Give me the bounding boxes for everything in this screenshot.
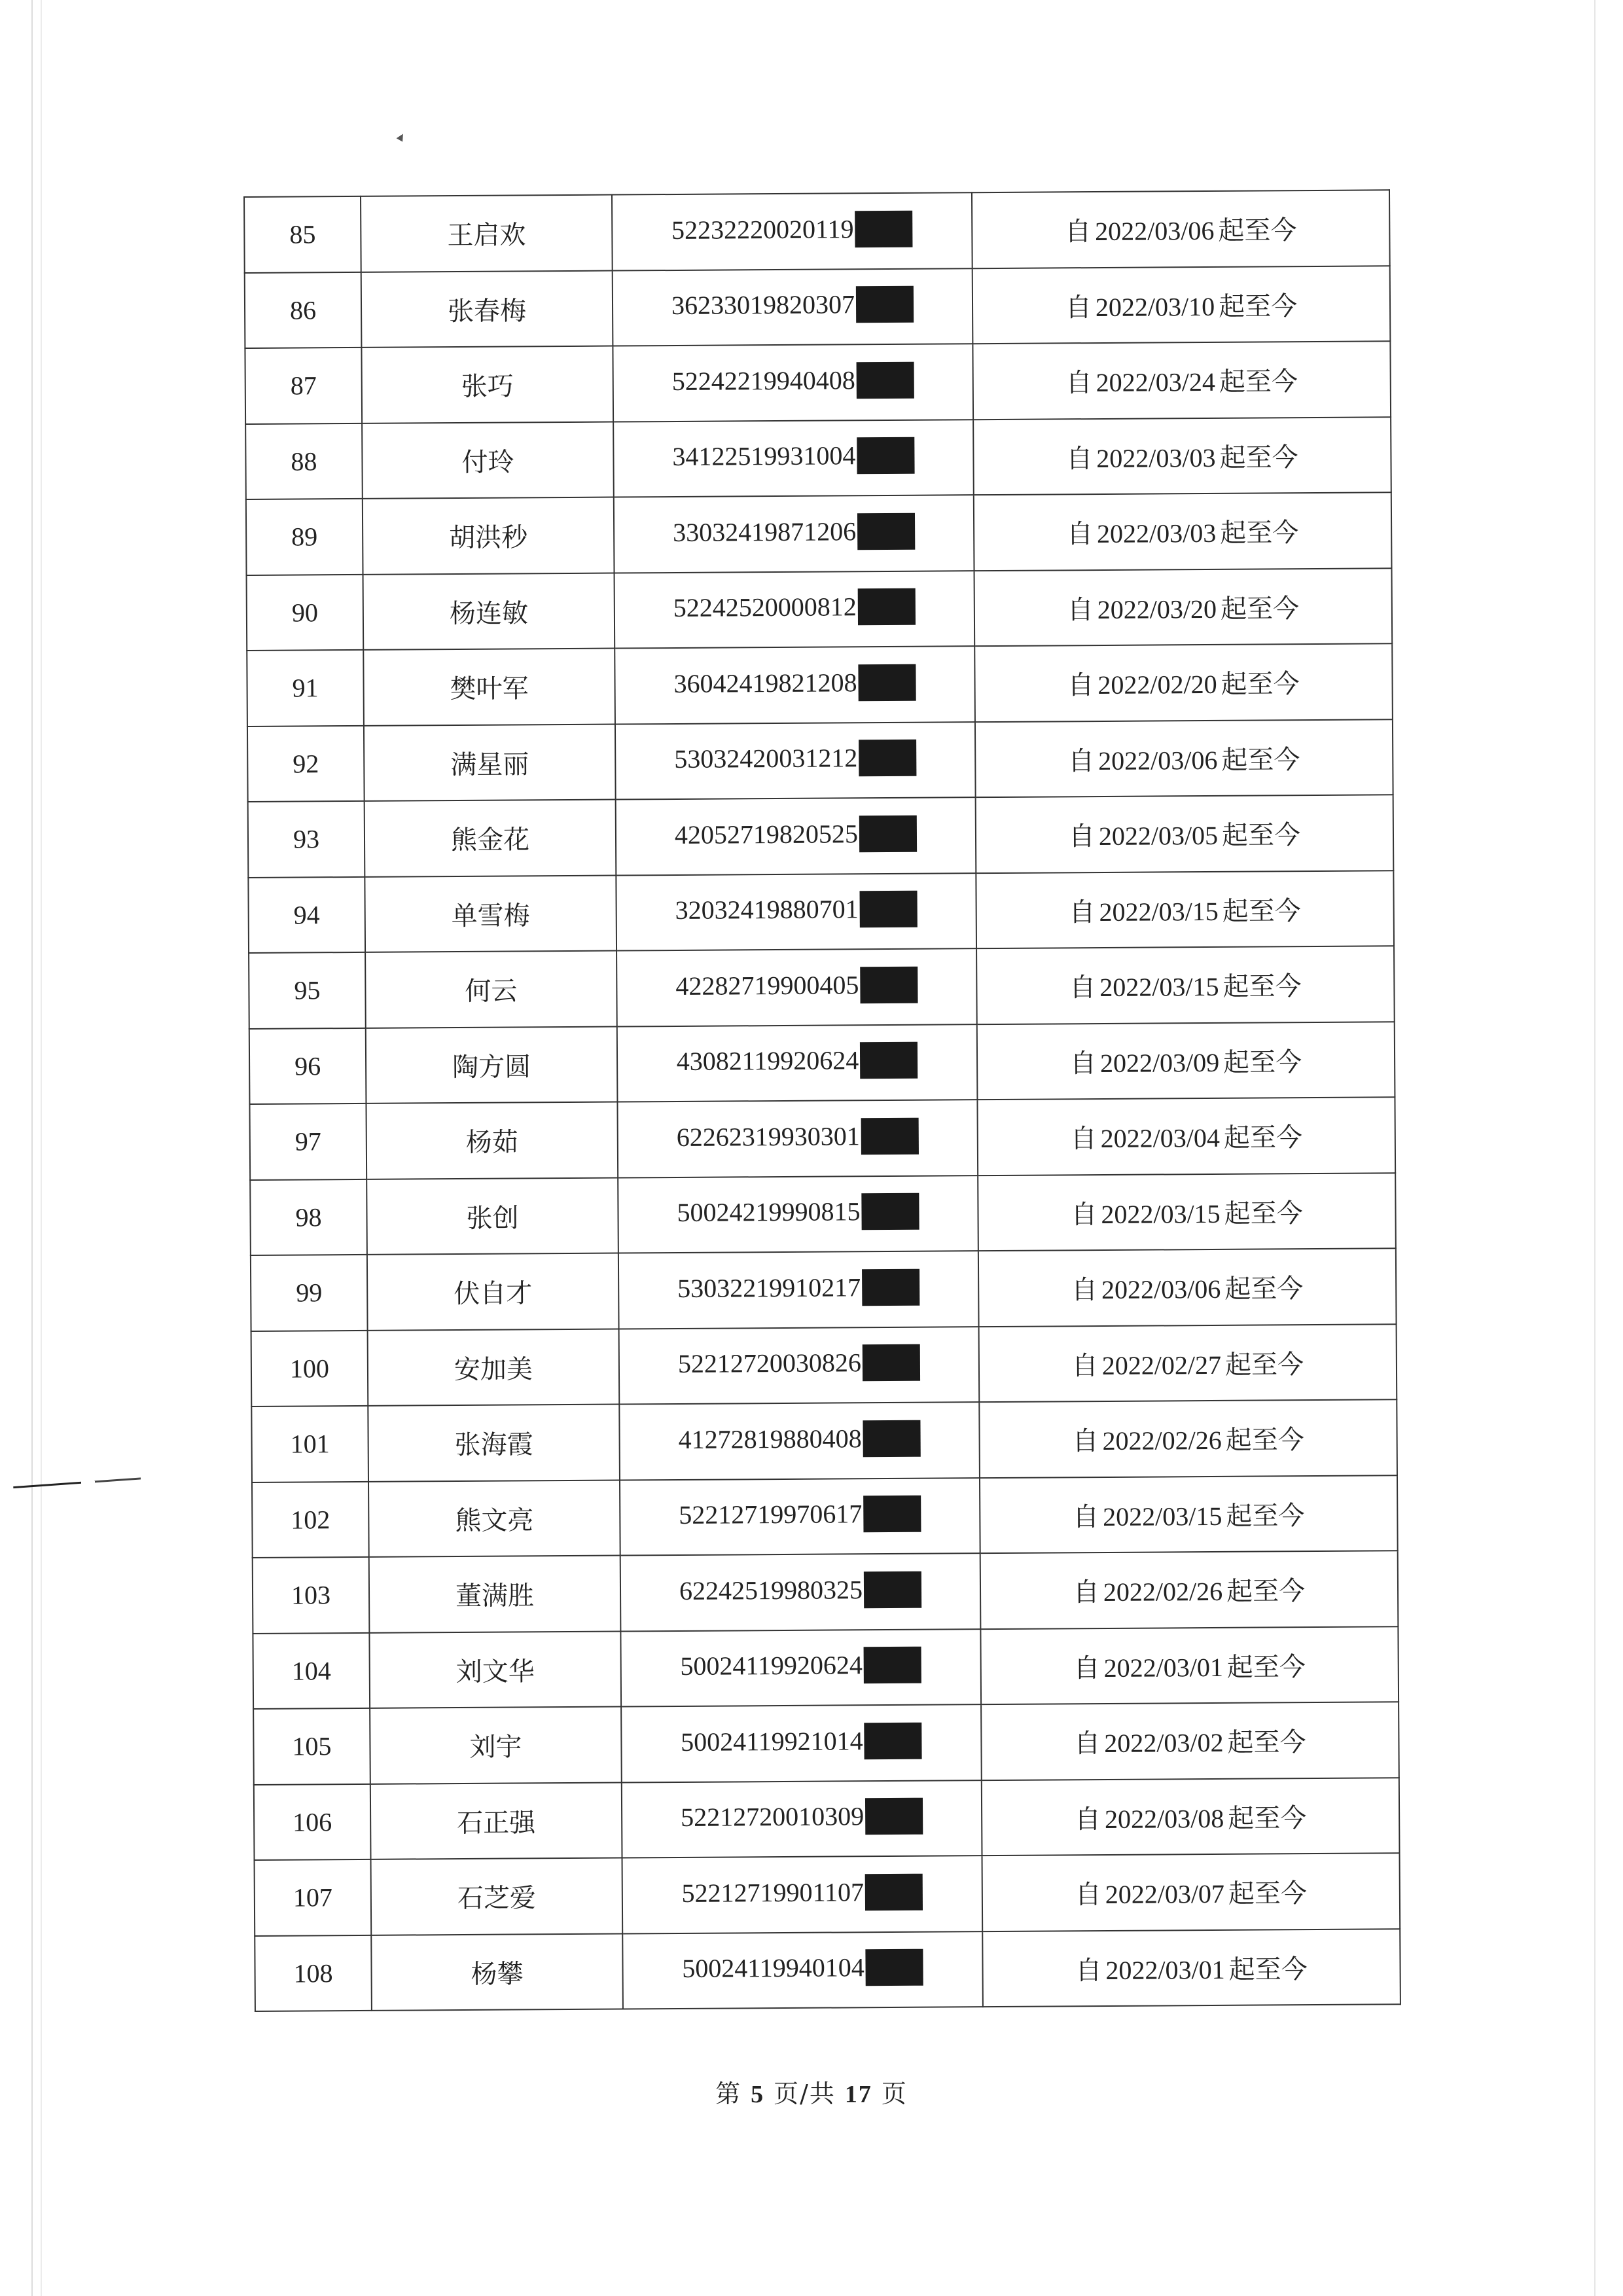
- roster-table: [243, 189, 1401, 2012]
- row-date: 2022/03/08: [1104, 1803, 1224, 1834]
- redaction-block: [865, 1722, 922, 1759]
- row-date-cell: [982, 1853, 1400, 1931]
- date-suffix: 起至今: [1228, 1803, 1307, 1834]
- row-name: 熊文亮: [368, 1480, 620, 1557]
- row-id-cell: [613, 268, 973, 346]
- row-date: 2022/03/02: [1104, 1728, 1224, 1759]
- date-prefix: 自: [1068, 745, 1095, 777]
- row-date: 2022/03/24: [1096, 367, 1216, 398]
- date-suffix: 起至今: [1223, 1122, 1303, 1154]
- date-suffix: 起至今: [1222, 971, 1302, 1003]
- row-number: 101: [251, 1406, 368, 1482]
- date-prefix: 自: [1071, 1199, 1097, 1230]
- row-number: 93: [248, 801, 365, 878]
- row-date-cell: [976, 870, 1394, 948]
- date-prefix: 自: [1069, 973, 1096, 1003]
- row-id-number: 52212719970617: [679, 1499, 863, 1530]
- row-date: 2022/03/01: [1105, 1954, 1225, 1985]
- date-suffix: 起至今: [1221, 744, 1300, 776]
- redaction-block: [865, 1873, 923, 1910]
- row-id-number: 53032420031212: [674, 743, 858, 774]
- row-date-cell: [981, 1702, 1399, 1780]
- date-prefix: 自: [1068, 821, 1096, 852]
- row-date: 2022/03/06: [1101, 1274, 1221, 1305]
- row-id-number: 50024119920624: [680, 1650, 863, 1681]
- date-prefix: 自: [1074, 1729, 1101, 1759]
- row-number: 100: [251, 1330, 368, 1407]
- table-row: [249, 1022, 1395, 1104]
- row-id-cell: [622, 1856, 983, 1933]
- scan-dash-mark: [13, 1475, 183, 1488]
- row-name: 伏自才: [367, 1253, 619, 1331]
- date-suffix: 起至今: [1221, 820, 1301, 852]
- redaction-block: [859, 740, 916, 777]
- row-id-number: 52232220020119: [671, 214, 854, 245]
- row-date-cell: [980, 1626, 1399, 1704]
- row-number: 87: [245, 348, 362, 424]
- date-prefix: 自: [1067, 670, 1094, 701]
- redaction-block: [860, 891, 918, 928]
- row-name: 樊叶军: [363, 649, 615, 726]
- date-prefix: 自: [1073, 1501, 1099, 1533]
- date-suffix: 起至今: [1228, 1878, 1308, 1910]
- date-prefix: 自: [1065, 368, 1092, 399]
- row-name: 胡洪秒: [363, 497, 615, 575]
- date-prefix: 自: [1066, 443, 1093, 475]
- row-date: 2022/03/15: [1099, 972, 1219, 1003]
- redaction-block: [858, 588, 916, 626]
- row-name: 张创: [366, 1177, 618, 1255]
- row-number: 90: [247, 574, 364, 651]
- date-suffix: 起至今: [1224, 1274, 1304, 1305]
- date-suffix: 起至今: [1226, 1576, 1306, 1607]
- date-suffix: 起至今: [1219, 291, 1298, 322]
- redaction-block: [857, 512, 915, 550]
- row-id-number: 50024219990815: [677, 1196, 861, 1228]
- row-date: 2022/03/15: [1099, 896, 1219, 927]
- table-row: [245, 266, 1391, 348]
- row-date: 2022/03/03: [1096, 518, 1217, 549]
- redaction-block: [858, 664, 916, 701]
- redaction-block: [859, 815, 917, 852]
- footer-total-pages: 17: [844, 2081, 872, 2108]
- redaction-block: [863, 1496, 921, 1533]
- row-number: 102: [252, 1481, 369, 1558]
- date-suffix: 起至今: [1222, 895, 1301, 927]
- row-name: 陶方圆: [366, 1026, 618, 1103]
- row-name: 刘文华: [369, 1631, 621, 1708]
- row-id-cell: [619, 1327, 980, 1405]
- row-name: 熊金花: [365, 800, 616, 877]
- row-id-cell: [616, 948, 977, 1026]
- row-id-cell: [620, 1553, 981, 1631]
- date-prefix: 自: [1070, 1124, 1097, 1155]
- footer-page-number: 5: [751, 2081, 765, 2108]
- row-id-cell: [613, 344, 973, 422]
- redaction-block: [863, 1420, 920, 1457]
- row-date-cell: [973, 417, 1391, 495]
- row-id-cell: [615, 646, 975, 724]
- row-date: 2022/02/20: [1097, 670, 1217, 700]
- date-suffix: 起至今: [1220, 593, 1300, 624]
- date-prefix: 自: [1069, 1048, 1097, 1079]
- table-row: [249, 946, 1395, 1028]
- table-row: [251, 1248, 1397, 1331]
- footer-middle: 页/共: [774, 2079, 836, 2108]
- row-id-number: 36233019820307: [671, 289, 855, 321]
- row-date-cell: [979, 1324, 1397, 1402]
- row-id-number: 36042419821208: [673, 668, 857, 698]
- row-id-cell: [619, 1402, 980, 1480]
- redaction-block: [861, 1117, 919, 1155]
- row-date: 2022/03/09: [1099, 1047, 1220, 1078]
- date-prefix: 自: [1075, 1955, 1102, 1986]
- redaction-block: [865, 1798, 923, 1835]
- table-row: [250, 1173, 1396, 1255]
- row-number: 108: [255, 1935, 372, 2011]
- redaction-block: [857, 361, 914, 399]
- row-date-cell: [976, 795, 1394, 872]
- row-id-cell: [620, 1629, 981, 1707]
- date-suffix: 起至今: [1219, 367, 1298, 398]
- table-row: [251, 1324, 1397, 1407]
- row-date: 2022/03/06: [1098, 745, 1218, 776]
- row-number: 107: [255, 1859, 372, 1936]
- footer-suffix: 页: [881, 2079, 908, 2108]
- row-id-number: 52242520000812: [673, 592, 857, 623]
- date-suffix: 起至今: [1224, 1349, 1304, 1380]
- redaction-block: [860, 1042, 918, 1079]
- row-id-cell: [617, 1024, 978, 1102]
- row-number: 88: [245, 423, 363, 499]
- row-number: 106: [254, 1784, 371, 1860]
- table-row: [245, 417, 1391, 499]
- footer-prefix: 第: [715, 2079, 742, 2108]
- date-suffix: 起至今: [1221, 669, 1300, 700]
- row-date-cell: [972, 341, 1391, 419]
- row-date-cell: [980, 1475, 1398, 1553]
- row-name: 刘宇: [370, 1707, 622, 1784]
- row-id-cell: [622, 1780, 982, 1858]
- row-id-cell: [622, 1931, 983, 2009]
- row-id-number: 41272819880408: [678, 1424, 862, 1454]
- row-date-cell: [972, 266, 1391, 344]
- date-prefix: 自: [1071, 1350, 1098, 1382]
- redaction-block: [857, 437, 914, 475]
- row-name: 张春梅: [361, 270, 613, 348]
- row-name: 满星丽: [364, 724, 616, 801]
- row-date: 2022/02/27: [1101, 1350, 1222, 1380]
- row-id-number: 42282719900405: [675, 970, 859, 1001]
- table-row: [252, 1475, 1398, 1558]
- redaction-block: [862, 1268, 919, 1306]
- row-id-cell: [612, 192, 972, 270]
- row-date-cell: [976, 946, 1395, 1024]
- row-id-number: 62242519980325: [679, 1575, 863, 1605]
- row-date: 2022/03/04: [1100, 1123, 1221, 1154]
- table-row: [253, 1702, 1399, 1784]
- row-id-number: 52212720030826: [677, 1348, 862, 1379]
- row-date-cell: [980, 1551, 1399, 1628]
- row-number: 95: [249, 952, 366, 1029]
- row-id-number: 42052719820525: [674, 819, 859, 850]
- row-id-cell: [618, 1251, 979, 1329]
- date-prefix: 自: [1065, 217, 1092, 247]
- row-date: 2022/03/06: [1095, 216, 1215, 247]
- date-suffix: 起至今: [1227, 1727, 1306, 1759]
- row-date-cell: [974, 492, 1392, 570]
- row-date: 2022/03/03: [1096, 442, 1216, 473]
- table-row: [251, 1399, 1397, 1482]
- row-name: 张巧: [361, 346, 613, 423]
- table-row: [244, 190, 1390, 272]
- row-id-cell: [616, 873, 976, 951]
- table-row: [253, 1551, 1399, 1633]
- row-id-cell: [615, 571, 975, 649]
- row-id-number: 50024119940104: [682, 1952, 865, 1984]
- row-name: 安加美: [368, 1329, 620, 1406]
- table-row: [246, 492, 1392, 575]
- row-date-cell: [982, 1778, 1400, 1856]
- row-date-cell: [978, 1248, 1397, 1326]
- scan-edge-left: [31, 0, 33, 2296]
- row-name: 杨茹: [366, 1102, 618, 1179]
- date-prefix: 自: [1065, 292, 1092, 323]
- redaction-block: [861, 1193, 919, 1230]
- row-id-cell: [613, 420, 974, 497]
- date-suffix: 起至今: [1226, 1651, 1306, 1683]
- date-prefix: 自: [1073, 1653, 1100, 1684]
- row-number: 103: [253, 1557, 370, 1634]
- row-id-number: 33032419871206: [673, 516, 857, 547]
- redaction-block: [855, 211, 912, 248]
- row-number: 89: [246, 499, 363, 575]
- table-row: [248, 795, 1394, 877]
- row-number: 97: [249, 1103, 366, 1180]
- redaction-block: [856, 286, 914, 323]
- date-prefix: 自: [1072, 1426, 1099, 1457]
- row-name: 付玲: [362, 422, 614, 499]
- table-row: [247, 643, 1393, 726]
- row-date-cell: [972, 190, 1390, 268]
- date-suffix: 起至今: [1225, 1425, 1304, 1456]
- row-number: 86: [245, 272, 362, 348]
- redaction-block: [864, 1647, 921, 1684]
- date-prefix: 自: [1066, 519, 1094, 550]
- row-number: 105: [253, 1708, 370, 1785]
- row-number: 104: [253, 1632, 370, 1709]
- row-date-cell: [975, 719, 1393, 797]
- row-date: 2022/03/20: [1097, 594, 1217, 624]
- date-prefix: 自: [1069, 897, 1096, 928]
- redaction-block: [864, 1571, 921, 1608]
- row-name: 王启欢: [361, 195, 613, 272]
- row-id-cell: [617, 1100, 978, 1177]
- row-name: 何云: [365, 951, 617, 1028]
- date-suffix: 起至今: [1218, 215, 1297, 247]
- scan-edge-right: [1594, 0, 1596, 2296]
- redaction-block: [860, 966, 918, 1003]
- row-date: 2022/03/07: [1105, 1879, 1225, 1910]
- row-number: 98: [250, 1179, 367, 1255]
- row-id-cell: [621, 1704, 982, 1782]
- row-id-cell: [618, 1175, 978, 1253]
- date-suffix: 起至今: [1219, 442, 1298, 473]
- row-number: 99: [251, 1255, 368, 1331]
- row-number: 85: [244, 196, 361, 273]
- row-name: 单雪梅: [365, 875, 616, 952]
- row-id-number: 32032419880701: [675, 894, 859, 925]
- row-number: 96: [249, 1028, 366, 1104]
- row-date-cell: [978, 1173, 1396, 1251]
- row-name: 张海霞: [368, 1405, 620, 1482]
- scan-speck: ▴: [394, 127, 409, 146]
- scan-edge-left-2: [41, 0, 42, 2296]
- roster-table-container: [243, 189, 1400, 2052]
- row-id-number: 62262319930301: [676, 1121, 860, 1152]
- table-row: [245, 341, 1391, 423]
- date-suffix: 起至今: [1220, 518, 1299, 549]
- row-id-cell: [614, 495, 974, 573]
- table-row: [247, 719, 1393, 802]
- table-row: [249, 1097, 1395, 1179]
- row-id-number: 52242219940408: [671, 365, 855, 396]
- date-suffix: 起至今: [1226, 1500, 1305, 1532]
- row-date: 2022/02/26: [1102, 1426, 1222, 1456]
- row-id-number: 50024119921014: [681, 1726, 863, 1757]
- row-id-cell: [615, 722, 976, 800]
- row-name: 杨连敏: [363, 573, 615, 650]
- row-date: 2022/03/10: [1095, 291, 1215, 322]
- date-suffix: 起至今: [1228, 1954, 1308, 1985]
- row-name: 石正强: [370, 1782, 622, 1859]
- redaction-block: [863, 1344, 920, 1382]
- row-date-cell: [974, 568, 1393, 646]
- row-date: 2022/03/01: [1103, 1652, 1224, 1683]
- row-date: 2022/03/15: [1101, 1198, 1221, 1229]
- row-name: 董满胜: [369, 1556, 621, 1633]
- table-row: [254, 1778, 1400, 1860]
- row-number: 91: [247, 650, 364, 726]
- roster-table-body: [244, 190, 1400, 2011]
- row-name: 杨攀: [371, 1933, 623, 2011]
- row-date-cell: [979, 1399, 1397, 1477]
- date-prefix: 自: [1075, 1880, 1101, 1910]
- page-footer: [0, 2073, 1623, 2109]
- row-id-number: 43082119920624: [676, 1045, 859, 1077]
- row-date-cell: [982, 1929, 1400, 2007]
- row-date: 2022/03/05: [1098, 821, 1219, 852]
- date-prefix: 自: [1073, 1577, 1100, 1608]
- row-number: 92: [247, 725, 365, 802]
- date-prefix: 自: [1074, 1804, 1101, 1835]
- row-id-number: 52212720010309: [681, 1801, 865, 1833]
- row-name: 石芝爱: [371, 1858, 623, 1935]
- table-row: [255, 1853, 1400, 1935]
- date-suffix: 起至今: [1223, 1047, 1302, 1078]
- row-date: 2022/02/26: [1103, 1577, 1223, 1607]
- row-date: 2022/03/15: [1103, 1501, 1222, 1532]
- row-date-cell: [977, 1097, 1395, 1175]
- table-row: [253, 1626, 1399, 1709]
- redaction-block: [866, 1949, 923, 1986]
- row-date-cell: [974, 643, 1393, 721]
- row-id-cell: [616, 797, 976, 875]
- row-id-number: 52212719901107: [681, 1877, 865, 1908]
- row-id-cell: [620, 1478, 980, 1556]
- row-id-number: 34122519931004: [672, 440, 856, 472]
- table-row: [255, 1929, 1400, 2011]
- date-suffix: 起至今: [1224, 1198, 1303, 1229]
- table-row: [247, 568, 1393, 651]
- row-number: 94: [248, 876, 365, 953]
- row-id-number: 53032219910217: [677, 1272, 861, 1303]
- table-row: [248, 870, 1394, 953]
- row-date-cell: [977, 1022, 1395, 1100]
- date-prefix: 自: [1071, 1275, 1098, 1306]
- date-prefix: 自: [1067, 594, 1094, 626]
